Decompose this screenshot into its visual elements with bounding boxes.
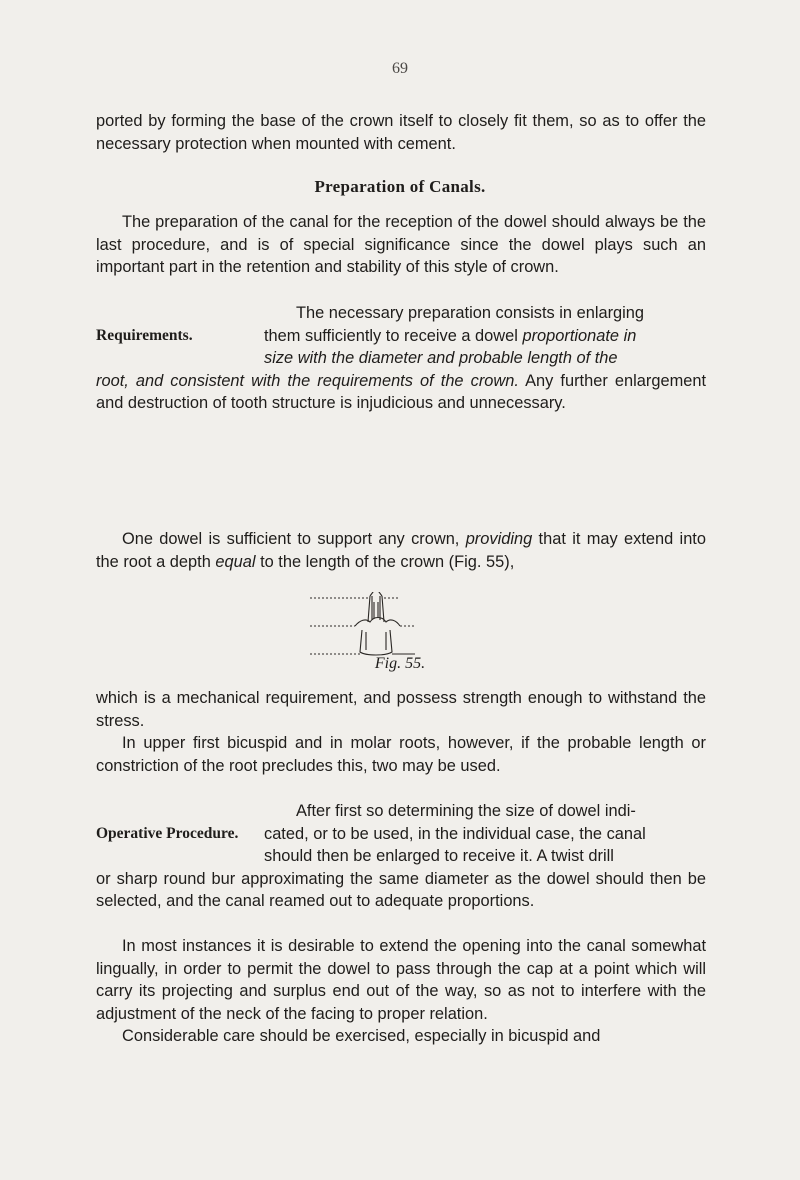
upper-bicuspid-text: In upper first bicuspid and in molar roots, however, if the probable length or constriction of the root precludes this, two may be used.	[96, 734, 706, 775]
requirements-line-1	[296, 302, 706, 325]
page-number: 69	[392, 60, 408, 77]
dowel-part-1: One dowel is sufficient to support any crown,	[122, 530, 460, 548]
operative-line-3-text: should then be enlarged to receive it.	[264, 847, 533, 866]
section-heading: Preparation of Canals.	[314, 177, 486, 196]
operative-line-3-cont: A twist drill	[536, 847, 614, 866]
requirements-line-3	[264, 347, 706, 370]
operative-section	[96, 800, 706, 913]
preparation-paragraph	[96, 211, 706, 279]
operative-line-1	[296, 800, 706, 823]
after-figure-paragraphs	[96, 687, 706, 777]
dowel-part-5: to the length of the crown (Fig. 55),	[260, 552, 515, 571]
requirements-rest	[96, 370, 706, 415]
requirements-rest-italic: root, and consistent with the requirements of the crown.	[96, 371, 519, 390]
requirements-line-2-italic: proportionate in	[522, 326, 637, 345]
requirements-margin-label: Requirements.	[96, 326, 193, 344]
dowel-part-2: providing	[465, 530, 533, 548]
figure-caption: Fig. 55.	[374, 655, 426, 672]
figure-svg	[300, 592, 530, 662]
closing-paragraphs	[96, 935, 706, 1048]
mechanical-text: which is a mechanical requirement, and possess strength enough to withstand the stress.	[96, 689, 706, 730]
requirements-rest-plain: Any further enlargement and destruction of tooth structure is injudicious and unnecessary.	[96, 371, 707, 413]
requirements-line-2	[264, 325, 706, 348]
operative-line-2-text: cated, or to be used, in the individual case, the canal	[264, 824, 646, 843]
operative-line-3	[264, 845, 706, 868]
lingual-text: In most instances it is desirable to extend the opening into the canal somewhat lingually, in order to permit the dowel to pass through the cap at a point which will carry its projecting and surplus end out of the way, so as not to interfere with the adjustment of the neck of the facing to proper relation.	[96, 937, 706, 1023]
requirements-line-3-italic: size with the diameter and probable length of the	[264, 349, 618, 368]
requirements-section	[96, 302, 706, 415]
preparation-text: The preparation of the canal for the reception of the dowel should always be the last procedure, and is of special significance since the dowel plays such an important part in the retention and stability of this style of crown.	[96, 213, 706, 277]
dowel-text	[96, 528, 706, 573]
intro-text: ported by forming the base of the crown itself to closely fit them, so as to offer the necessary protection when mounted with cement.	[96, 112, 706, 153]
operative-rest: or sharp round bur approximating the same diameter as the dowel should then be selected, and the canal reamed out to adequate proportions.	[96, 869, 706, 911]
operative-margin-label: Operative Procedure.	[96, 824, 239, 842]
intro-paragraph	[96, 110, 706, 155]
dowel-paragraph	[96, 528, 706, 573]
operative-line-2	[264, 823, 706, 846]
requirements-line-2-text: them sufficiently to receive a dowel	[264, 326, 518, 345]
care-text: Considerable care should be exercised, especially in bicuspid and	[122, 1027, 601, 1046]
dowel-part-4: equal	[215, 552, 256, 571]
requirements-line-1-text: The necessary preparation consists in enlarging	[296, 304, 645, 322]
dowel-part-3: that it may extend into the root a depth	[96, 530, 706, 571]
operative-line-1-text: After first so determining the size of dowel indi-	[296, 802, 636, 820]
